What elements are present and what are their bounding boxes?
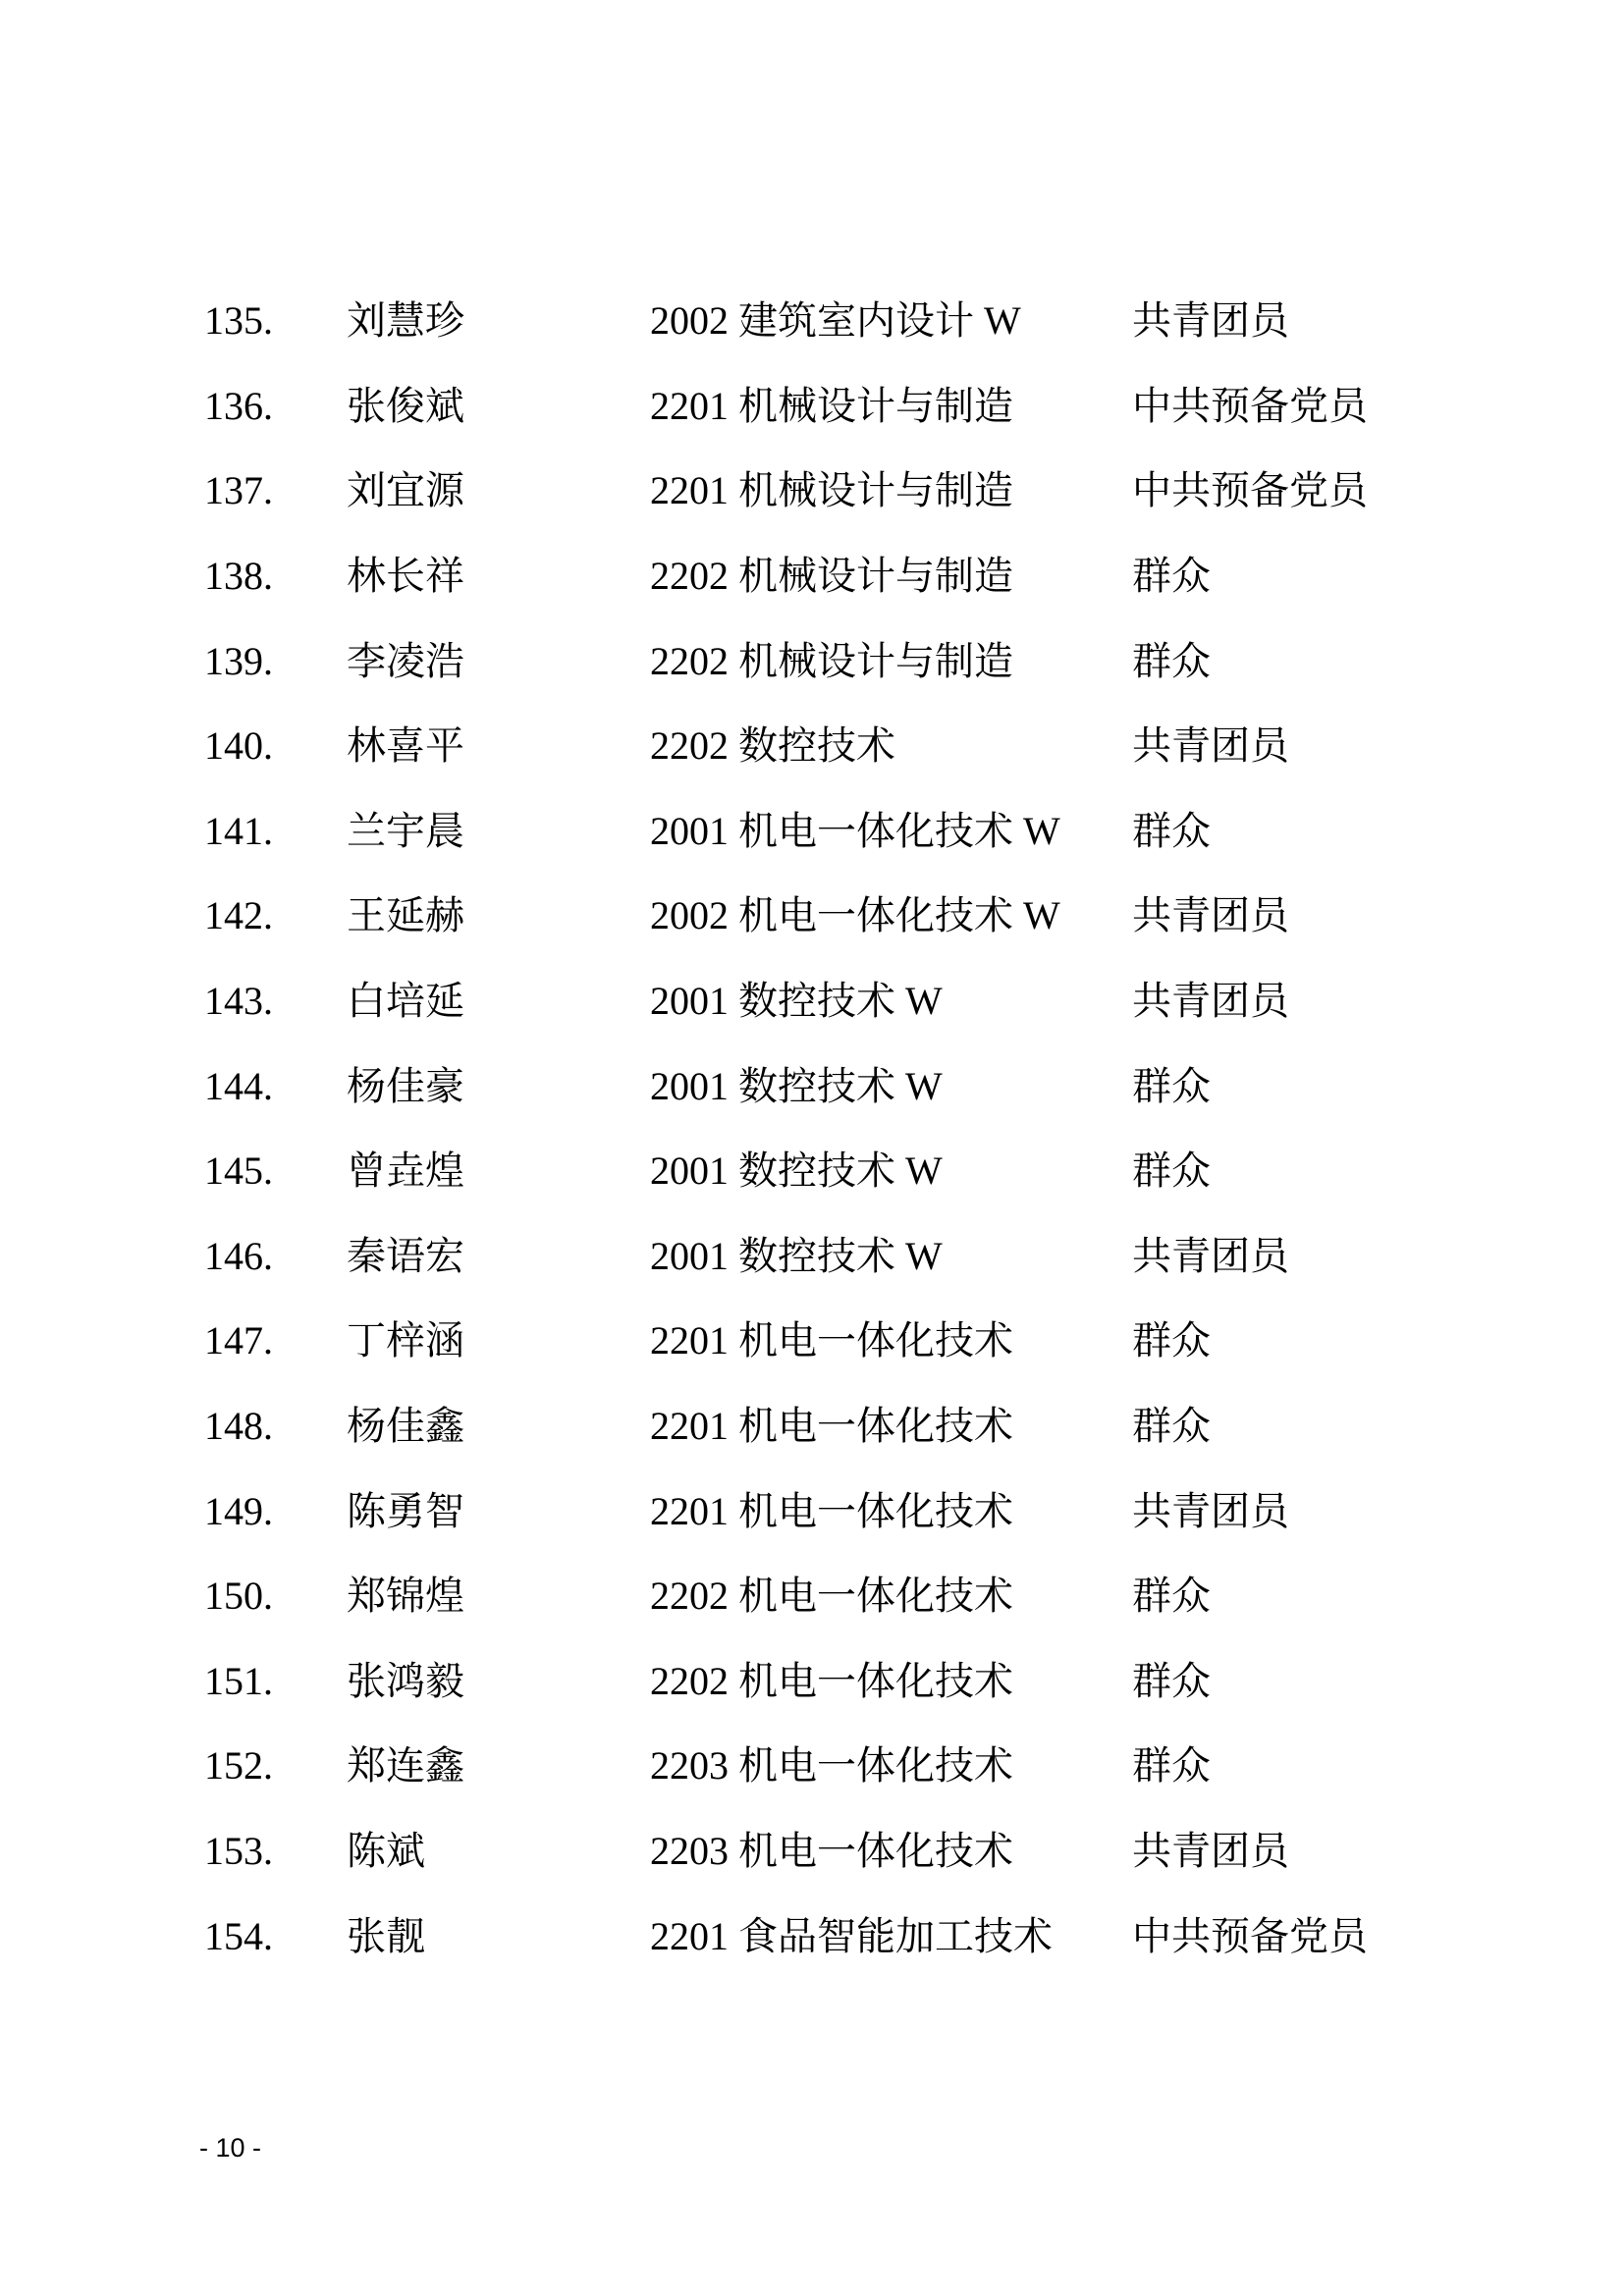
student-name: 曾垚煌 (347, 1148, 464, 1194)
row-number: 136. (204, 383, 273, 428)
political-status: 群众 (1132, 1743, 1211, 1789)
political-status: 群众 (1132, 638, 1211, 683)
row-number: 138. (204, 554, 273, 599)
list-item (0, 874, 1624, 959)
student-name: 杨佳豪 (347, 1063, 464, 1108)
student-list (0, 279, 1624, 1979)
class-program: 2201 机电一体化技术 (650, 1488, 1013, 1533)
list-item (0, 704, 1624, 789)
political-status: 共青团员 (1132, 1233, 1289, 1278)
political-status: 群众 (1132, 808, 1211, 853)
political-status: 共青团员 (1132, 723, 1289, 769)
list-item (0, 1724, 1624, 1809)
row-number: 149. (204, 1488, 273, 1533)
student-name: 郑连鑫 (347, 1743, 464, 1789)
list-item (0, 1809, 1624, 1895)
student-name: 白培延 (347, 979, 464, 1024)
political-status: 群众 (1132, 1063, 1211, 1108)
political-status: 群众 (1132, 554, 1211, 599)
class-program: 2201 食品智能加工技术 (650, 1913, 1053, 1958)
class-program: 2201 机电一体化技术 (650, 1404, 1013, 1449)
list-item (0, 364, 1624, 450)
class-program: 2002 建筑室内设计 W (650, 298, 1021, 344)
row-number: 150. (204, 1574, 273, 1619)
political-status: 群众 (1132, 1318, 1211, 1363)
class-program: 2202 机电一体化技术 (650, 1574, 1013, 1619)
political-status: 共青团员 (1132, 1488, 1289, 1533)
row-number: 152. (204, 1743, 273, 1789)
political-status: 共青团员 (1132, 298, 1289, 344)
row-number: 141. (204, 808, 273, 853)
row-number: 154. (204, 1913, 273, 1958)
student-name: 刘宜源 (347, 468, 464, 513)
class-program: 2001 数控技术 W (650, 979, 943, 1024)
student-name: 张俊斌 (347, 383, 464, 428)
student-name: 丁梓涵 (347, 1318, 464, 1363)
political-status: 群众 (1132, 1658, 1211, 1703)
political-status: 共青团员 (1132, 893, 1289, 938)
student-name: 张靓 (347, 1913, 425, 1958)
political-status: 中共预备党员 (1132, 383, 1368, 428)
row-number: 148. (204, 1404, 273, 1449)
class-program: 2202 机械设计与制造 (650, 554, 1013, 599)
row-number: 153. (204, 1828, 273, 1873)
class-program: 2001 机电一体化技术 W (650, 808, 1060, 853)
class-program: 2201 机械设计与制造 (650, 468, 1013, 513)
political-status: 群众 (1132, 1148, 1211, 1194)
student-name: 兰宇晨 (347, 808, 464, 853)
political-status: 中共预备党员 (1132, 1913, 1368, 1958)
student-name: 林喜平 (347, 723, 464, 769)
student-name: 林长祥 (347, 554, 464, 599)
class-program: 2001 数控技术 W (650, 1233, 943, 1278)
class-program: 2202 机械设计与制造 (650, 638, 1013, 683)
list-item (0, 1554, 1624, 1639)
row-number: 147. (204, 1318, 273, 1363)
political-status: 共青团员 (1132, 1828, 1289, 1873)
class-program: 2203 机电一体化技术 (650, 1743, 1013, 1789)
student-name: 李凌浩 (347, 638, 464, 683)
political-status: 共青团员 (1132, 979, 1289, 1024)
list-item (0, 618, 1624, 704)
class-program: 2001 数控技术 W (650, 1148, 943, 1194)
list-item (0, 534, 1624, 619)
list-item (0, 279, 1624, 364)
class-program: 2203 机电一体化技术 (650, 1828, 1013, 1873)
political-status: 中共预备党员 (1132, 468, 1368, 513)
list-item (0, 1299, 1624, 1384)
list-item (0, 1129, 1624, 1214)
list-item (0, 1384, 1624, 1469)
list-item (0, 1468, 1624, 1554)
student-name: 郑锦煌 (347, 1574, 464, 1619)
political-status: 群众 (1132, 1404, 1211, 1449)
row-number: 137. (204, 468, 273, 513)
class-program: 2002 机电一体化技术 W (650, 893, 1060, 938)
row-number: 151. (204, 1658, 273, 1703)
list-item (0, 789, 1624, 875)
class-program: 2202 数控技术 (650, 723, 895, 769)
political-status: 群众 (1132, 1574, 1211, 1619)
list-item (0, 1639, 1624, 1725)
row-number: 146. (204, 1233, 273, 1278)
student-name: 秦语宏 (347, 1233, 464, 1278)
list-item (0, 449, 1624, 534)
class-program: 2201 机械设计与制造 (650, 383, 1013, 428)
row-number: 143. (204, 979, 273, 1024)
student-name: 王延赫 (347, 893, 464, 938)
class-program: 2202 机电一体化技术 (650, 1658, 1013, 1703)
class-program: 2001 数控技术 W (650, 1063, 943, 1108)
class-program: 2201 机电一体化技术 (650, 1318, 1013, 1363)
page-number: - 10 - (199, 2133, 262, 2163)
student-name: 刘慧珍 (347, 298, 464, 344)
list-item (0, 1214, 1624, 1300)
student-name: 陈斌 (347, 1828, 425, 1873)
row-number: 142. (204, 893, 273, 938)
row-number: 135. (204, 298, 273, 344)
student-name: 杨佳鑫 (347, 1404, 464, 1449)
row-number: 144. (204, 1063, 273, 1108)
row-number: 140. (204, 723, 273, 769)
row-number: 145. (204, 1148, 273, 1194)
student-name: 陈勇智 (347, 1488, 464, 1533)
list-item (0, 1894, 1624, 1979)
student-name: 张鸿毅 (347, 1658, 464, 1703)
list-item (0, 959, 1624, 1044)
list-item (0, 1043, 1624, 1129)
row-number: 139. (204, 638, 273, 683)
